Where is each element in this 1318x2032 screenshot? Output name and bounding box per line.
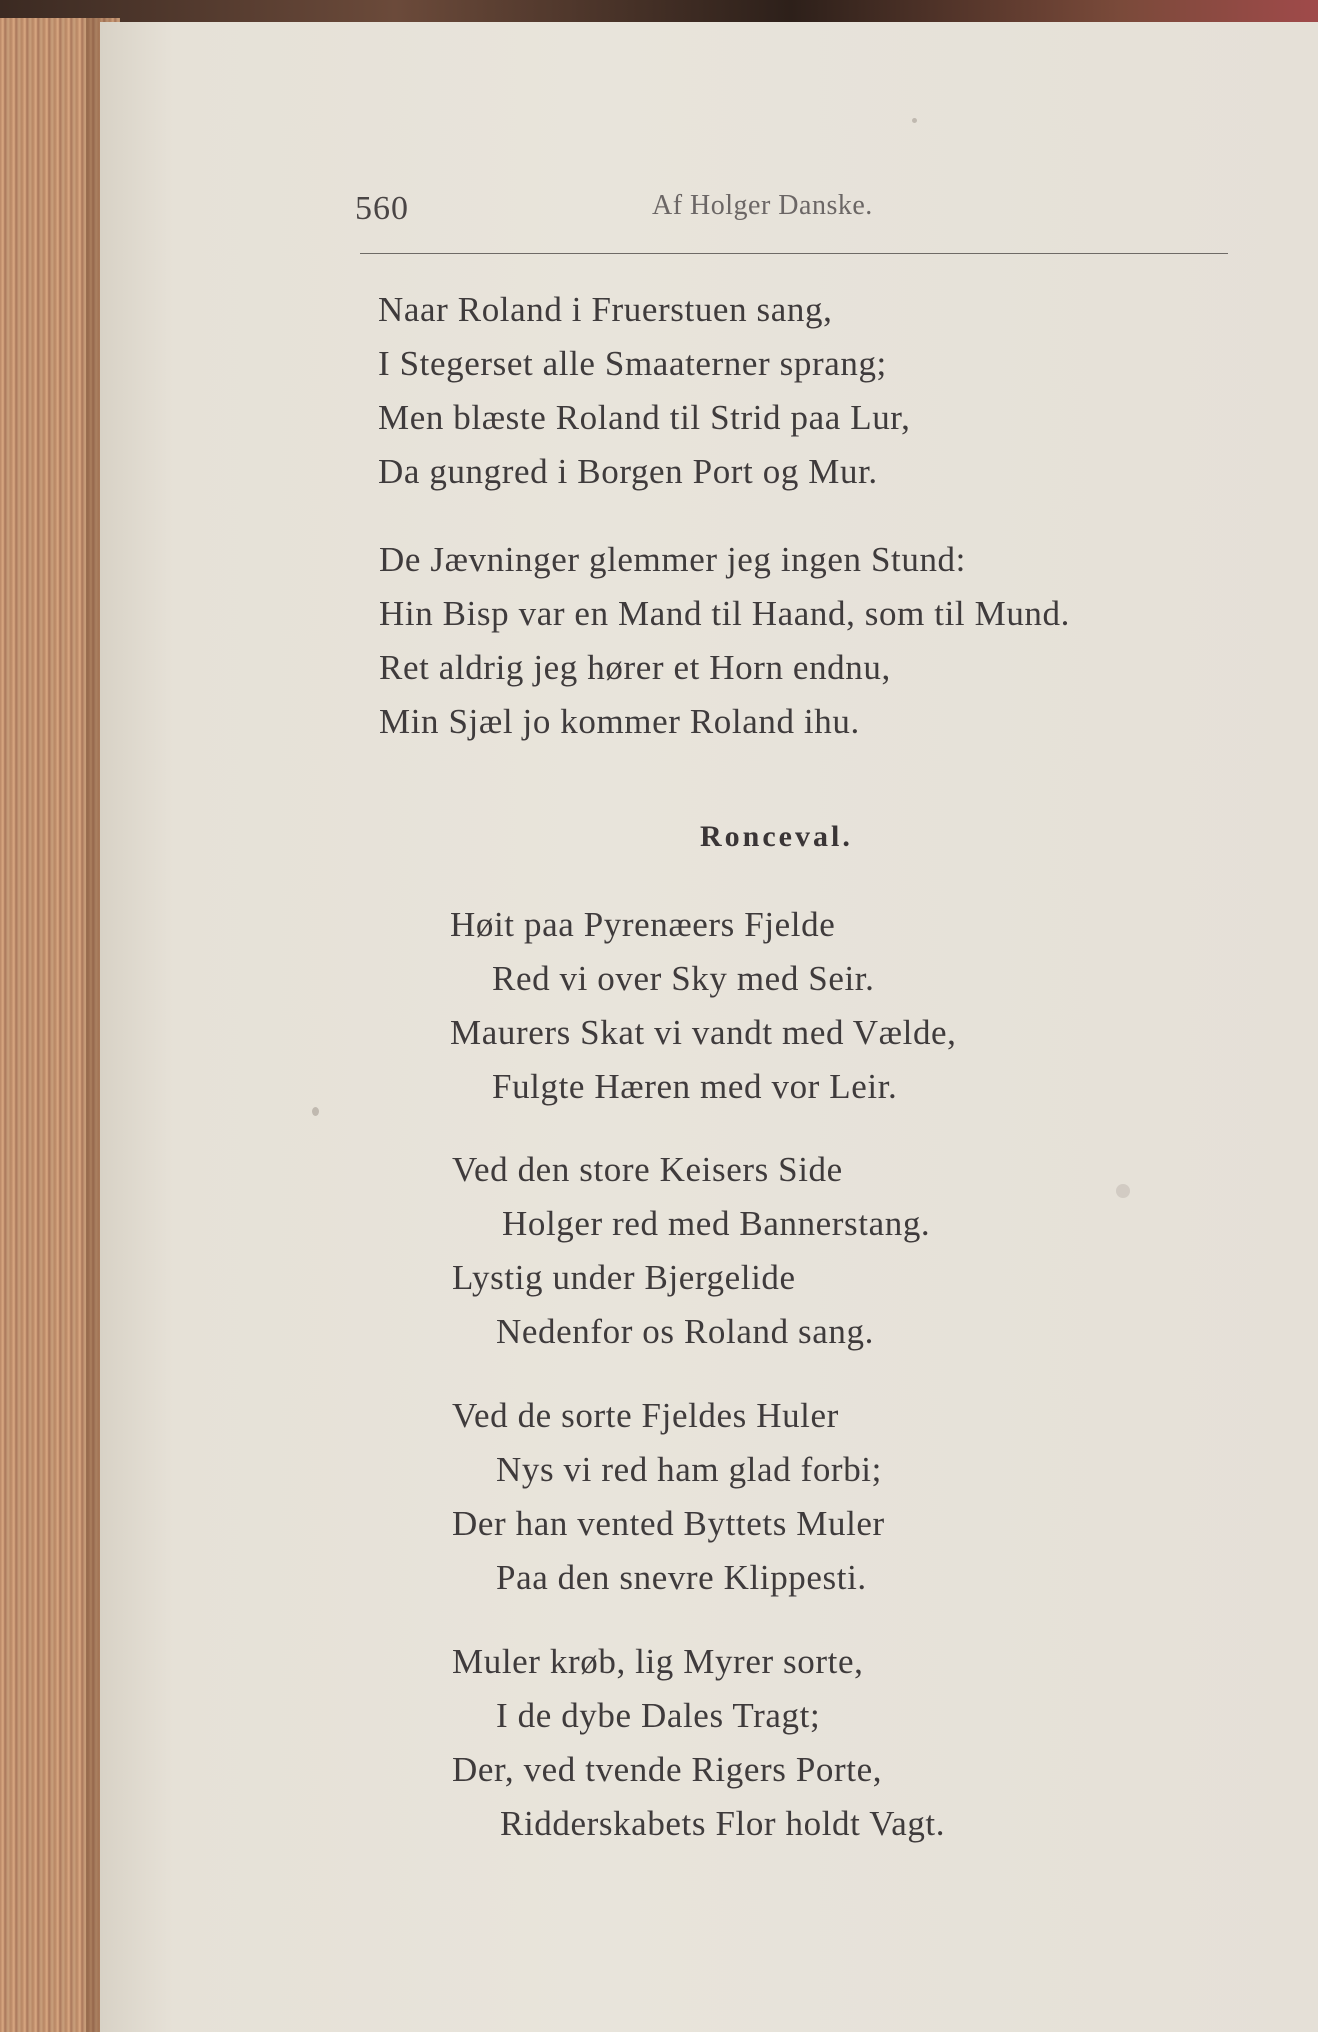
ink-speck <box>912 118 917 123</box>
verse-line: Paa den snevre Klippesti. <box>496 1558 867 1597</box>
verse-line: Hin Bisp var en Mand til Haand, som til Mund. <box>379 594 1070 633</box>
header-rule <box>360 253 1228 254</box>
verse-line: Ved den store Keisers Side <box>452 1150 843 1189</box>
verse-line: Min Sjæl jo kommer Roland ihu. <box>379 702 860 741</box>
ink-speck <box>1116 1184 1130 1198</box>
verse-line: Ridderskabets Flor holdt Vagt. <box>500 1804 946 1843</box>
verse-line: Da gungred i Borgen Port og Mur. <box>378 452 878 491</box>
page-number: 560 <box>355 190 409 227</box>
running-head: Af Holger Danske. <box>652 190 873 221</box>
verse-line: Der, ved tvende Rigers Porte, <box>452 1750 883 1789</box>
verse-line: Ret aldrig jeg hører et Horn endnu, <box>379 648 891 687</box>
verse-line: De Jævninger glemmer jeg ingen Stund: <box>379 540 966 579</box>
verse-line: Lystig under Bjergelide <box>452 1258 796 1297</box>
verse-line: Red vi over Sky med Seir. <box>492 959 875 998</box>
verse-line: Høit paa Pyrenæers Fjelde <box>450 905 836 944</box>
verse-line: Men blæste Roland til Strid paa Lur, <box>378 398 911 437</box>
page-header <box>355 190 1235 240</box>
verse-line: I Stegerset alle Smaaterner sprang; <box>378 344 887 383</box>
ink-speck <box>312 1107 319 1116</box>
book-top-edge <box>0 0 1318 22</box>
verse-line: I de dybe Dales Tragt; <box>496 1696 821 1735</box>
verse-line: Der han vented Byttets Muler <box>452 1504 885 1543</box>
verse-line: Ved de sorte Fjeldes Huler <box>452 1396 839 1435</box>
verse-line: Nys vi red ham glad forbi; <box>496 1450 882 1489</box>
verse-line: Muler krøb, lig Myrer sorte, <box>452 1642 864 1681</box>
verse-line: Naar Roland i Fruerstuen sang, <box>378 290 833 329</box>
poem-title: Ronceval. <box>700 820 853 853</box>
verse-line: Fulgte Hæren med vor Leir. <box>492 1067 898 1106</box>
verse-line: Holger red med Bannerstang. <box>502 1204 931 1243</box>
verse-line: Maurers Skat vi vandt med Vælde, <box>450 1013 957 1052</box>
verse-line: Nedenfor os Roland sang. <box>496 1312 874 1351</box>
